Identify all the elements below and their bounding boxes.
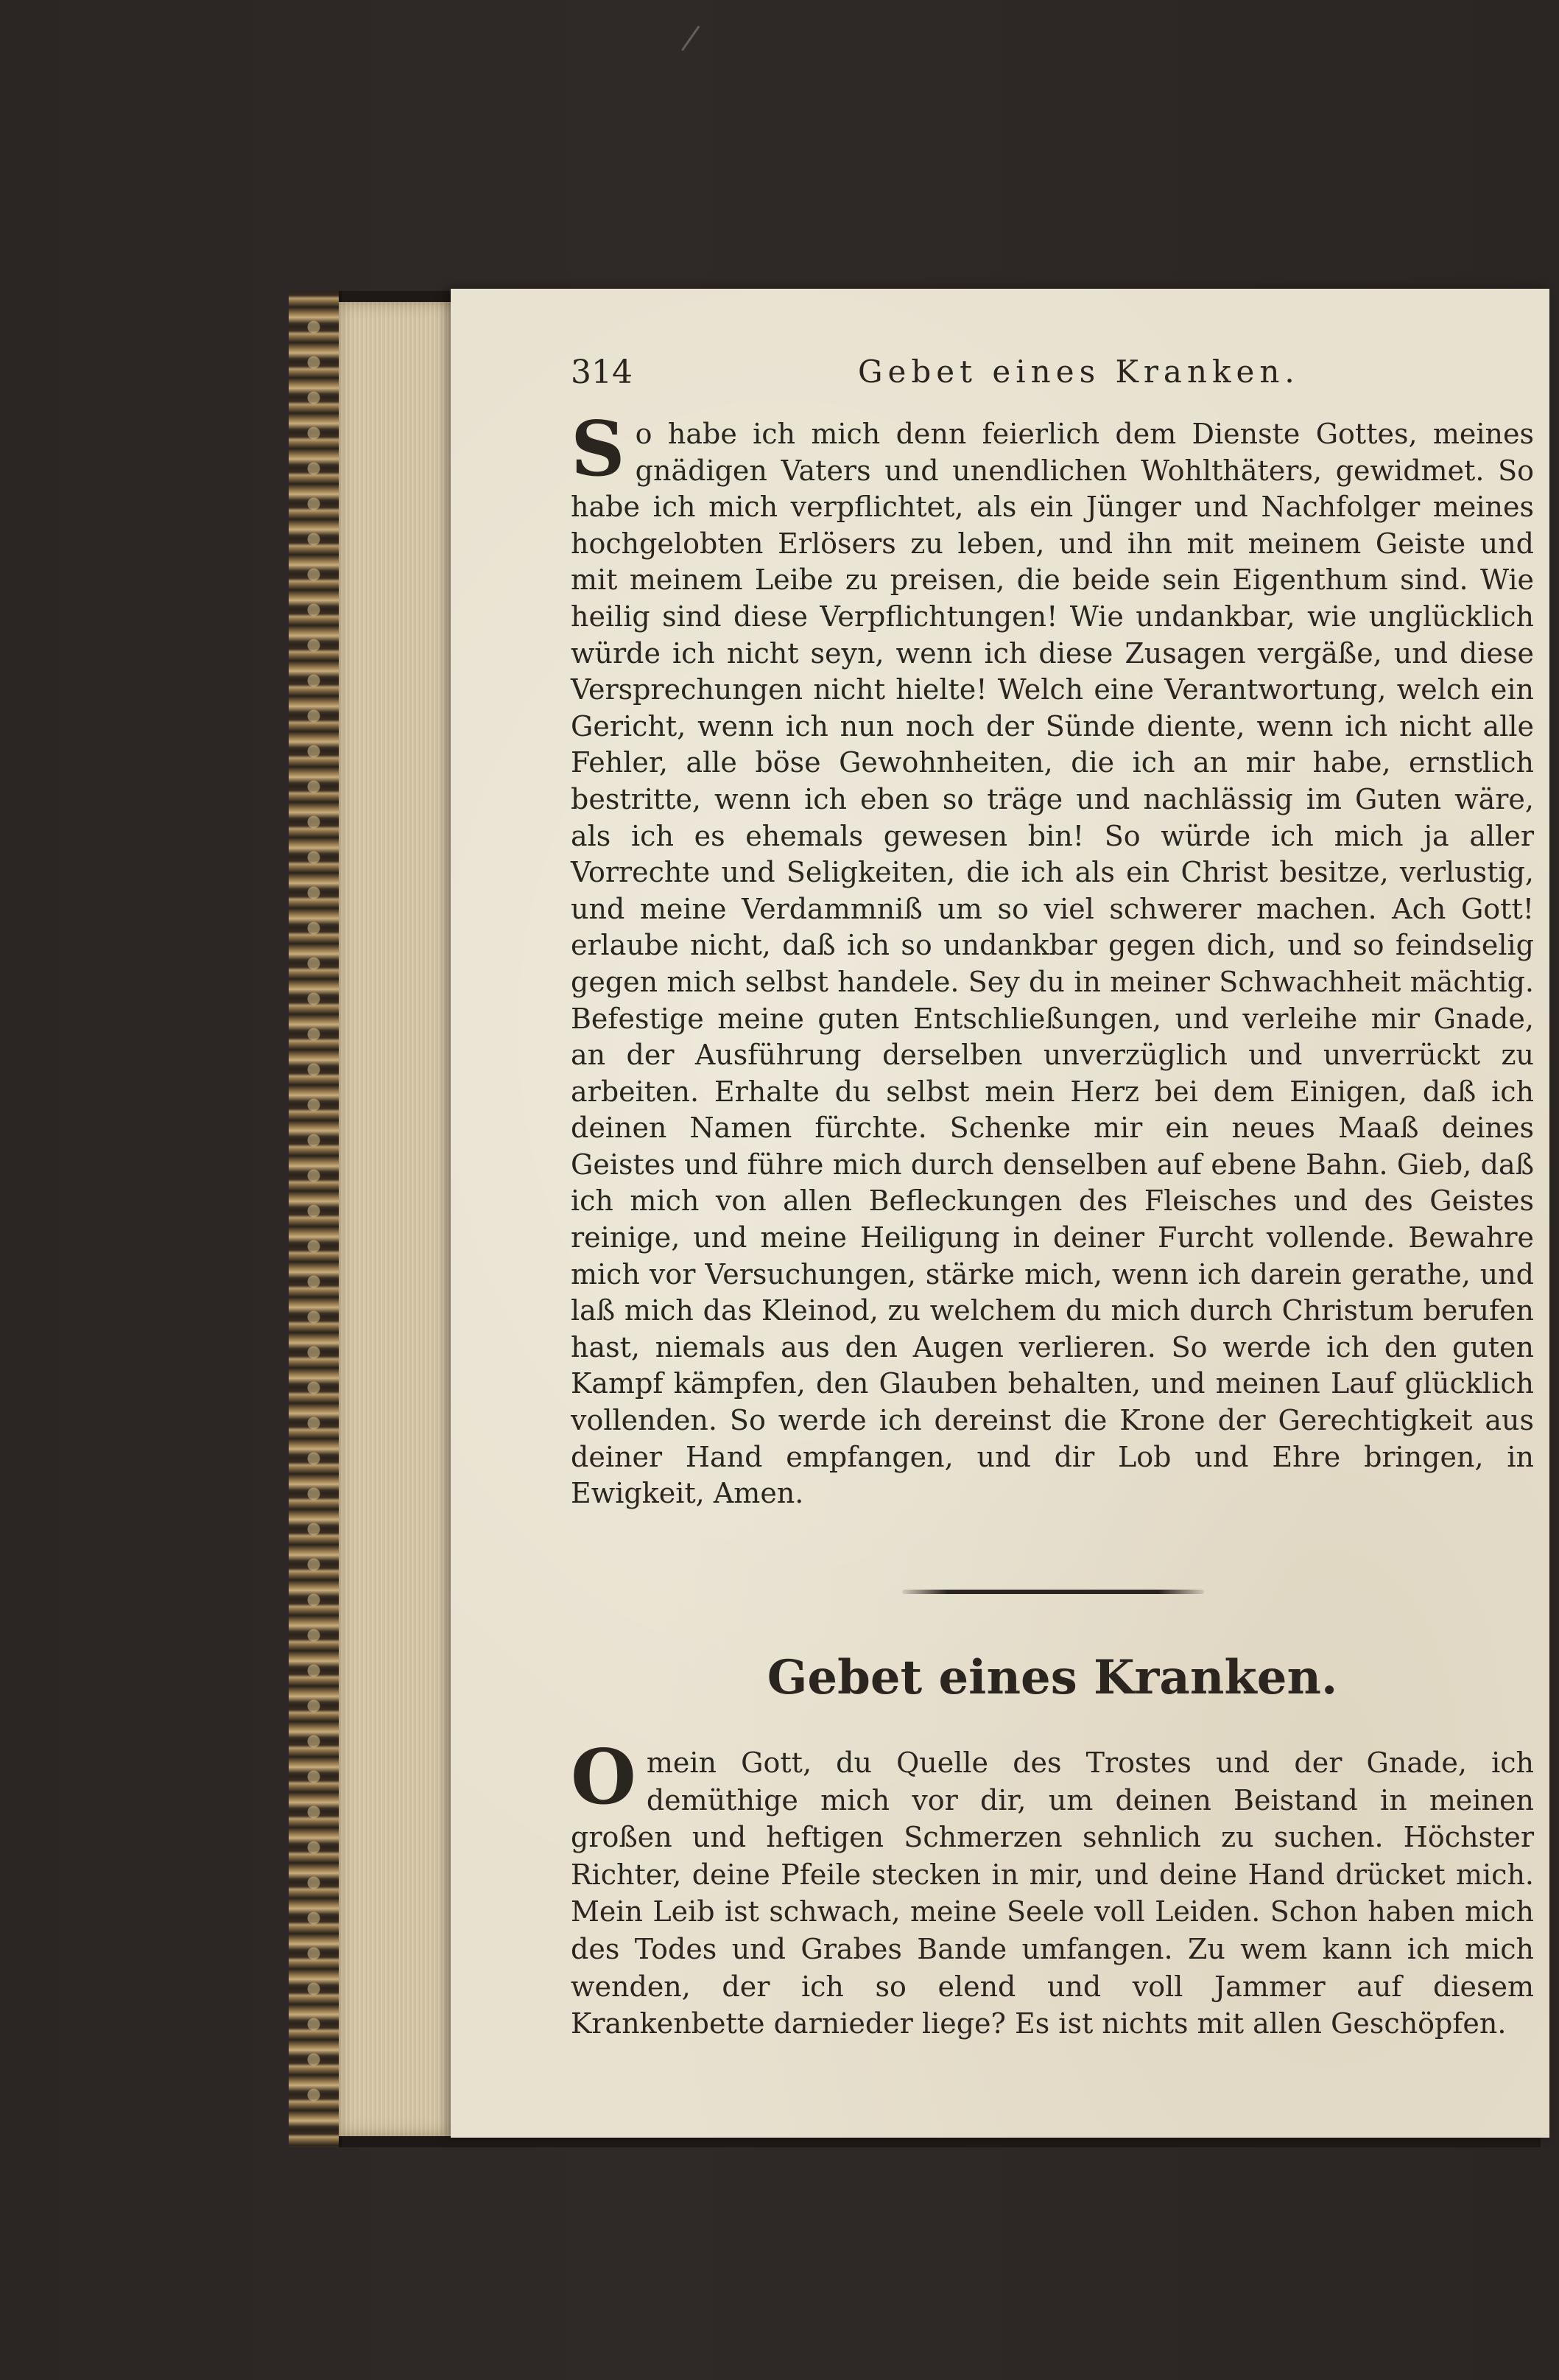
paragraph-text: o habe ich mich denn feierlich dem Dienste Gottes, meines gnädigen Vaters und unendlichen Wohlthäters, gewidmet. So habe ich mich verpflichtet, als ein Jünger und Nachfolger meines hochgelobten Erlösers zu leben, und ihn mit meinem Geiste und mit meinem Leibe zu preisen, die beide sein Eigenthum sind. Wie heilig sind diese Verpflichtungen! Wie undankbar, wie unglücklich würde ich nicht seyn, wenn ich diese Zusagen vergäße, und diese Versprechungen nicht hielte! Welch eine Verantwortung, welch ein Gericht, wenn ich nun noch der Sünde diente, wenn ich nicht alle Fehler, alle böse Gewohnheiten, die ich an mir habe, ernstlich bestritte, wenn ich eben so träge und nachlässig im Guten wäre, als ich es ehemals gewesen bin! So würde ich mich ja aller Vorrechte und Seligkeiten, die ich als ein Christ besitze, verlustig, und meine Verdammniß um so viel schwerer machen. Ach Gott! erlaube nicht, daß ich so undankbar gegen dich, und so feindselig gegen mich selbst handele. Sey du in meiner Schwachheit mächtig. Befestige meine guten Entschließungen, und verleihe mir Gnade, an der Ausführung derselben unverzüglich und unverrückt zu arbeiten. Erhalte du selbst mein Herz bei dem Einigen, daß ich deinen Namen fürchte. Schenke mir ein neues Maaß deines Geistes und führe mich durch denselben auf ebene Bahn. Gieb, daß ich mich von allen Befleckungen des Fleisches und des Geistes reinige, und meine Heiligung in deiner Furcht vollende. Bewahre mich vor Versuchungen, stärke mich, wenn ich darein gerathe, und laß mich das Kleinod, zu welchem du mich durch Christum berufen hast, niemals aus den Augen verlieren. So werde ich den guten Kampf kämpfen, den Glauben behalten, und meinen Lauf glücklich vollenden. So werde ich dereinst die Krone der Gerechtigkeit aus deiner Hand empfangen, und dir Lob und Ehre bringen, in Ewigkeit, Amen. (571, 418, 1534, 1510)
prayer-paragraph-1 (571, 405, 1534, 1512)
drop-cap: S (571, 405, 625, 494)
section-heading: Gebet eines Kranken. (767, 1650, 1338, 1705)
page-edges (339, 302, 457, 2136)
page-number: 314 (571, 354, 633, 391)
drop-cap: O (571, 1733, 636, 1822)
page-header (571, 354, 1534, 398)
prayer-paragraph-2 (571, 1733, 1534, 2043)
spine-ornament (297, 309, 331, 2121)
running-head: Gebet eines Kranken. (858, 354, 1300, 390)
section-divider (902, 1590, 1204, 1594)
paragraph-text: mein Gott, du Quelle des Trostes und der Gnade, ich demüthige mich vor dir, um deinen Beistand in meinen großen und heftigen Schmerzen sehnlich zu suchen. Höchster Richter, deine Pfeile stecken in mir, und deine Hand drücket mich. Mein Leib ist schwach, meine Seele voll Leiden. Schon haben mich des Todes und Grabes Bande umfangen. Zu wem kann ich mich wenden, der ich so elend und voll Jammer auf diesem Krankenbette darnieder liege? Es ist nichts mit allen Geschöpfen. (571, 1747, 1534, 2040)
